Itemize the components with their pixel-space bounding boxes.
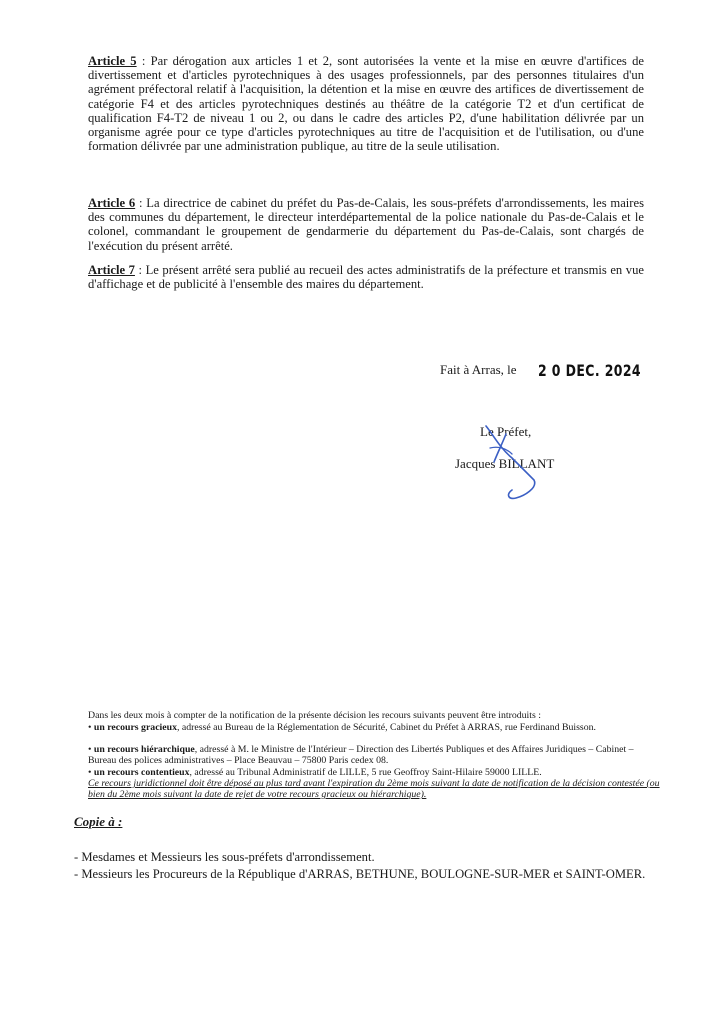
recours-text: , adressé à M. le Ministre de l'Intérieur – Direction des Libertés Publiques et des Affaires Juridiques – Cabinet – Bureau des polices administratives – Place Beauvau – 75800 Paris cedex 08.: [88, 744, 634, 767]
handwritten-signature-icon: [472, 418, 552, 508]
recours-note: Ce recours juridictionnel doit être déposé au plus tard avant l'expiration du 2ème mois suivant la date de notification de la décision contestée (ou bien du 2ème mois suivant la date de rejet de votre recours gracieux ou hiérarchique).: [88, 778, 660, 801]
article-5-label: Article 5: [88, 54, 137, 68]
article-6-text: : La directrice de cabinet du préfet du Pas-de-Calais, les sous-préfets d'arrondissements, les maires des communes du département, le directeur interdépartemental de la police nationale du Pas-de-Calais et le colonel, commandant le groupement de gendarmerie du département du Pas-de-Calais, sont chargés de l'exécution du présent arrêté.: [88, 196, 644, 253]
recours-label: un recours gracieux: [93, 722, 177, 733]
recours-text: , adressé au Tribunal Administratif de LILLE, 5 rue Geoffroy Saint-Hilaire 59000 LILLE.: [189, 767, 542, 778]
article-5: [88, 54, 644, 153]
recours-intro: Dans les deux mois à compter de la notification de la présente décision les recours suivants peuvent être introduits :: [88, 710, 541, 721]
copie-heading: Copie à :: [74, 814, 123, 829]
article-7: [88, 263, 644, 291]
article-6: [88, 196, 644, 253]
recours-label: un recours hiérarchique: [93, 744, 195, 755]
signatory-title: Le Préfet,: [480, 424, 532, 439]
recours-item-gracieux: [88, 722, 648, 733]
recours-item-contentieux: [88, 767, 648, 778]
date-stamp: 2 0 DEC. 2024: [538, 361, 641, 380]
article-5-text: : Par dérogation aux articles 1 et 2, sont autorisées la vente et la mise en œuvre d'artifices de divertissement et d'articles pyrotechniques à des usages professionnels, par des personnes titulaires d'un agrément préfectoral relatif à l'acquisition, la détention et la mise en œuvre des artifices de divertissement de catégorie F4 et des articles pyrotechniques destinés au théâtre de la catégorie T2 et d'un certificat de qualification F4-T2 de niveau 1 ou 2, ou dans le cadre des articles P2, d'une habilitation délivrée par un organisme agrée pour ce type d'articles pyrotechniques au titre de l'acquisition et de l'utilisation, ou d'une formation délivrée par une administration publique, au titre de la seule utilisation.: [88, 54, 644, 154]
article-7-label: Article 7: [88, 263, 135, 277]
copie-item: - Mesdames et Messieurs les sous-préfets d'arrondissement.: [74, 850, 375, 864]
article-7-text: : Le présent arrêté sera publié au recueil des actes administratifs de la préfecture et transmis en vue d'affichage et de publicité à l'ensemble des maires du département.: [88, 263, 644, 292]
article-6-label: Article 6: [88, 196, 136, 210]
recours-label: un recours contentieux: [93, 767, 190, 778]
signatory-name: Jacques BILLANT: [455, 456, 555, 471]
bullet: •: [88, 722, 92, 733]
recours-text: , adressé au Bureau de la Réglementation de Sécurité, Cabinet du Préfet à ARRAS, rue Ferdinand Buisson.: [176, 722, 596, 733]
copie-item: - Messieurs les Procureurs de la République d'ARRAS, BETHUNE, BOULOGNE-SUR-MER et SAINT-OMER.: [74, 867, 646, 881]
place-line: Fait à Arras, le: [440, 362, 517, 377]
bullet: •: [88, 744, 92, 755]
recours-item-hierarchique: [88, 744, 648, 767]
bullet: •: [88, 767, 92, 778]
